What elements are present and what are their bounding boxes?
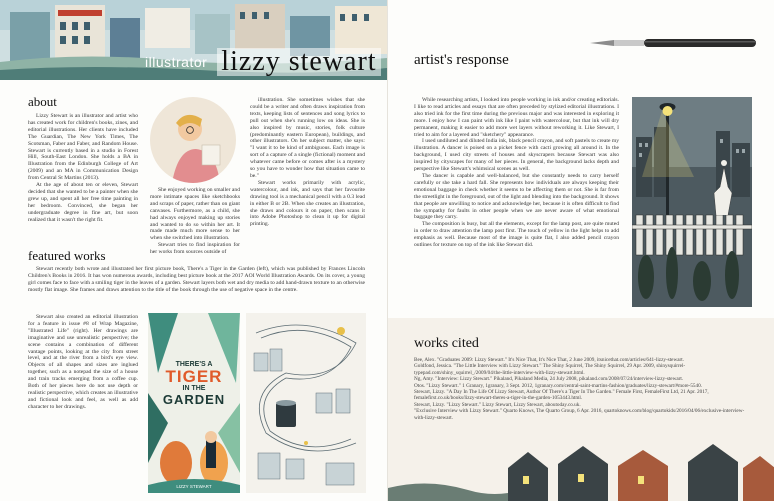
response-paragraph: While researching artists, I looked into people working in ink and/or creating editorials. I like to read articles and essays that are often preceded by stylized editorial illustrations. I also tried ink for the first time during the previous major and was interested in exploring it more. I enjoy how I can paint with ink like I paint with watercolour, but that ink will dry permanent, making it easier to add more wet layers without reworking it. Like Stewart, I tried to aim for a layered and "sketchery" appearance.: [414, 97, 619, 138]
about-paragraph: Lizzy Stewart is an illustrator and artist who has created work for children's books, zines, and editorial illustrations. Her clients have included The Guardian, The New York Times, The Scotsman, Faber and Faber, and Random House. Stewart is currently based in a studio in Forest Hill, South-East London. She holds a BA in Illustration from the Edinburgh College of Art (2009) and an MA in Communication Design from Central St Martins (2013).: [28, 113, 138, 182]
about-paragraph: Stewart tries to find inspiration for her works from sources outside of: [150, 242, 240, 256]
featured-column: [28, 314, 138, 411]
response-paragraph: The composition is busy, but all the elements, except for the lamp post, are quite muted in order to draw attention the lamp post first. The touch of yellow in the light helps to add emphasis as well. Because most of the image is quite flat, I also added pencil crayon outlines for texture on top of the ink like Stewart did.: [414, 221, 619, 249]
about-paragraph: She enjoyed working on smaller and more intimate spaces like sketchbooks and scraps of paper, rather than on giant canvases. Furthermore, as a child, she had always enjoyed making up stories and wanted to do so within her art. It made made much more sense to her when she switched into illustration.: [150, 187, 240, 242]
book-cover-tiger-in-garden: [148, 313, 240, 493]
book-title-line: IN THE: [182, 385, 206, 392]
book-title: [148, 361, 240, 407]
banner-label-illustrator: illustrator: [145, 54, 208, 70]
book-title-line: THERE'S A: [175, 361, 213, 368]
works-cited-heading: works cited: [414, 336, 479, 351]
citation-entry: Otos. "Lizzy Stewart." 1 Granary, 1granary, 3 Sept. 2012, 1granary.com/central-saint-martins-fashion/graduates/lizzy-stewart/#more-5540.: [414, 382, 703, 389]
about-column-2: [150, 187, 240, 256]
artists-response-heading: artist's response: [414, 52, 509, 68]
response-paragraph: The dancer is capable and well-balanced, but she constantly needs to carry herself carefully or she take a hard fall. She represents how individuals are always keeping their emotional baggage in check whether it seems to be affecting them or not. She is far from the streetlight in the foreground, out of the light and blending into the background. It shows that people are unwilling to notice and acknowledge her, because it is often difficult to find the sympathy for faults in other people when we are never aware of what emotional baggage they carry.: [414, 172, 619, 221]
fountain-pen-icon: [588, 36, 758, 48]
banner-title: [145, 40, 385, 76]
artist-portrait: [150, 97, 236, 183]
about-paragraph: At the age of about ten or eleven, Stewart decided that she wanted to be a painter when she grew up, and spent all her free time painting in her bedroom. Convinced, she began her undergraduate degree in fine art, but soon realized that it wasn't the right fit.: [28, 182, 138, 223]
citation-entry: Ng, Amy. "Interview: Lizzy Stewart." Pikaland, Pikaland Media, 24 July 2008, pikaland.com/2008/07/24/interview-lizzy-stewart.: [414, 376, 684, 383]
citation-entry: Stewart, Lizzy. "A Day In The Life Of Lizzy Stewart, Author Of There's a Tiger In The Garden." Female First, FemaleFirst Ltd, 21 Apr. 2017, femalefirst.co.uk/books/lizzy-stewart-theres-a-tiger-in-the-garden-1053443.html.: [414, 389, 709, 402]
featured-intro: [28, 266, 365, 294]
citation-entry: Bee, Alex. "Graduates 2009: Lizzy Stewart." It's Nice That, It's Nice That, 2 June 2009, itsnicethat.com/articles/641-lizzy-stewart.: [414, 357, 684, 363]
banner-label-name: lizzy stewart: [217, 48, 380, 76]
works-cited-list: [414, 357, 754, 421]
right-page: [387, 0, 774, 501]
editorial-illustration-city: [246, 313, 366, 493]
citation-entry: Stewart, Lizzy. "Lizzy Stewart." Lizzy Stewart, Lizzy Stewart, aboutoday.co.uk.: [414, 401, 581, 408]
about-paragraph: Stewart works primarily with acrylic, watercolour, and ink, and says that her favourite drawing tool is a mechanical pencil with a 0.3 lead in either B or 2B. When she creates an illustration, she draws and colours it on paper, then scans it into Adobe Photoshop to clean it up for digital printing.: [250, 179, 365, 228]
about-column-3: [250, 97, 365, 228]
response-ink-illustration: [632, 97, 752, 307]
book-title-line: GARDEN: [162, 392, 226, 407]
book-author: LIZZY STEWART: [176, 484, 212, 489]
header-banner-illustration: [0, 0, 387, 80]
featured-works-heading: featured works: [28, 248, 106, 263]
artists-response-text: [414, 97, 619, 249]
featured-intro-paragraph: Stewart recently both wrote and illustrated her first picture book, There's a Tiger in the Garden (left), which was published by Frances Lincoln Children's Books in 2016. It has won numerous awards, including best picture book at the 2017 AOI World Illustration Awards. On its cover, a young girl comes face to face with a smiling tiger in the leaves of a garden. Stewart layers both wet and dry media to add hand-drawn texture to an otherwise mostly flat image. She frames and draws attention to the title of the book through the use of negative space in the centre.: [28, 266, 365, 293]
about-heading: about: [28, 94, 57, 109]
response-paragraph: I used undiluted and diluted India ink, black pencil crayon, and soft pastels to create my illustration. A dancer is poised on a picket fence with cacti growing all around it. In the background, I used city streets of houses and skyscrapers because Stewart was also inspired by cityscapes for many of her pieces. In general, the background lacks depth and perspective like Stewart's whimsical scenes as well.: [414, 138, 619, 173]
citation-entry: Goldfond, Jessica. "The Little Interview with Lizzy Stewart." The Shiny Squirrel, The Shiny Squirrel, 29 Apr. 2009, shinysquirrel-typepad.com/shiny_squirrel_/2009/04/the-little-interview-with-lizzy-stewart.html.: [414, 363, 686, 376]
featured-paragraph: Stewart also created an editorial illustration for a feature in issue #8 of Wrap Magazine, "Illustrated Life" (right). Her drawings are imaginative and use unrealistic perspective; the scene contains a combination of different vantage points, looking at the city from street level, and at the river from a bird's eye view. Objects of all shapes and sizes are inglued together, such as a notepad the size of a house and train tracks emerging from a coffee cup. Both of her pieces here do not use depth or realistic perspective, which creates an illustrative and fictional look and feel, as well as add character to her drawings.: [28, 314, 138, 410]
about-column-1: [28, 113, 138, 224]
book-title-line: TIGER: [165, 367, 223, 386]
about-paragraph: illustration. She sometimes wishes that she could be a writer and often draws inspiration from texts, keeping lists of sentences and song lyrics to pull out when she's running low on ideas. She is also inspired by music, stories, folk culture (predominantly eastern European), buildings, and other illustrators. On her subject matter, she says: "I want it to be kind of ambiguous. Each image is sort of a capture of a single (fictional) moment and whatever came before or comes after is a mystery so you have to wonder how that situation came to be.": [250, 97, 365, 179]
citation-entry: "Exclusive Interview with Lizzy Stewart." Quarto Knows, The Quarto Group, 6 Apr. 2016, quartoknows.com/blog/quartokids/2016/04/06/exclusive-interview-with-lizzy-stewart.: [414, 408, 745, 421]
